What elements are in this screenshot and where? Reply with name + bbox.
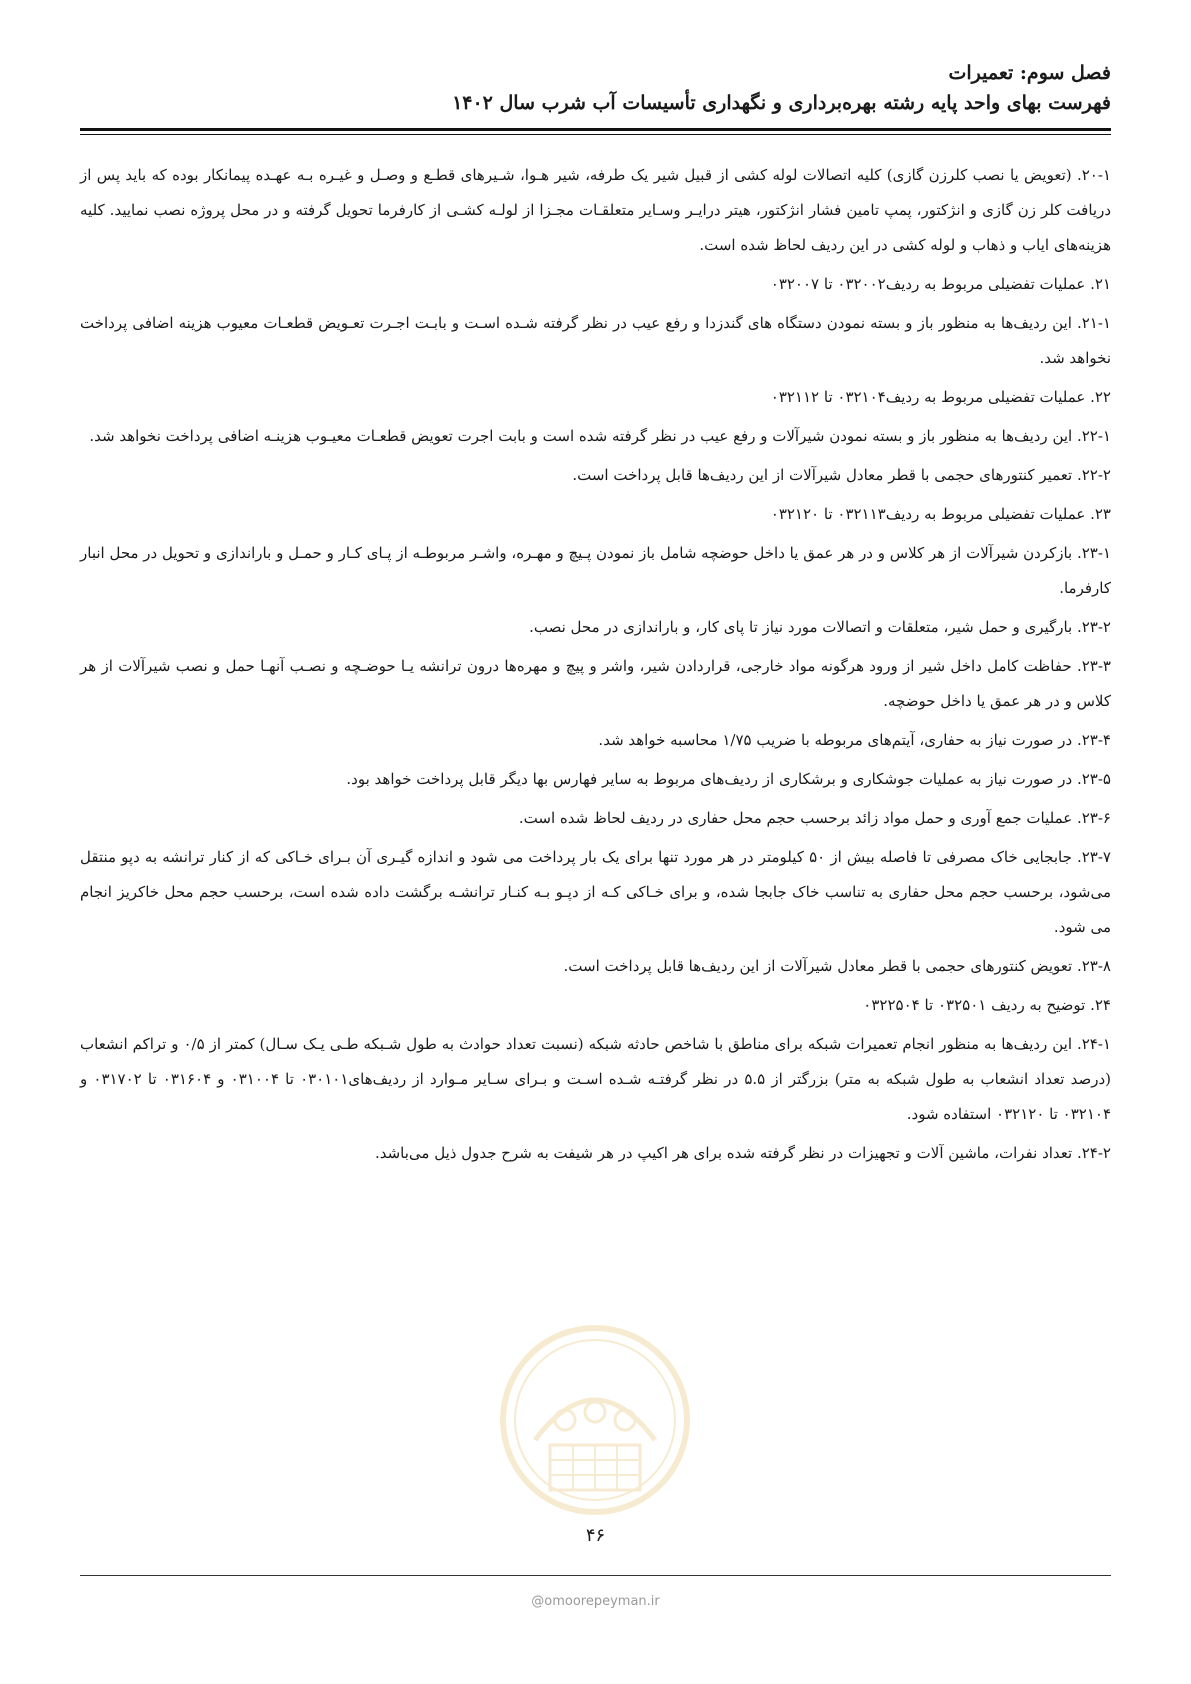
- paragraph-23-6: ۲۳-۶. عملیات جمع آوری و حمل مواد زائد برحسب حجم محل حفاری در ردیف لحاظ شده است.: [518, 809, 1111, 827]
- paragraph-22: ۲۲. عملیات تفضیلی مربوط به ردیف۰۳۲۱۰۴ تا ۰۳۲۱۱۲: [770, 388, 1111, 406]
- paragraph-23-2: ۲۳-۲. بارگیری و حمل شیر، متعلقات و اتصالات مورد نیاز تا پای کار، و باراندازی در محل نصب.: [529, 618, 1111, 636]
- chapter-title: فصل سوم: تعمیرات: [948, 62, 1111, 84]
- body-text: [80, 158, 1111, 1175]
- paragraph-24-2: ۲۴-۲. تعداد نفرات، ماشین آلات و تجهیزات در نظر گرفته شده برای هر اکیپ در هر شیفت به شرح جدول ذیل می‌باشد.: [374, 1144, 1111, 1162]
- paragraph-23-5: ۲۳-۵. در صورت نیاز به عملیات جوشکاری و برشکاری از ردیف‌های مربوط به سایر فهارس بها دیگر قابل پرداخت خواهد بود.: [346, 770, 1111, 788]
- page-number: ۴۶: [585, 1525, 606, 1546]
- footer-website[interactable]: @omoorepeyman.ir: [531, 1594, 660, 1609]
- paragraph-22-2: ۲۲-۲. تعمیر کنتورهای حجمی با قطر معادل شیرآلات از این ردیف‌ها قابل پرداخت است.: [572, 466, 1111, 484]
- footer-divider: [80, 1575, 1111, 1576]
- paragraph-23-4: ۲۳-۴. در صورت نیاز به حفاری، آیتم‌های مربوطه با ضریب ۱/۷۵ محاسبه خواهد شد.: [598, 731, 1111, 749]
- paragraph-21-1: ۲۱-۱. این ردیف‌ها به منظور باز و بسته نمودن دستگاه های گندزدا و رفع عیب در نظر گرفته شـده اسـت و بابـت اجـرت تعـویض قطعـات معیوب هزینه اضافی پرداخت نخواهد شد.: [80, 314, 1111, 367]
- paragraph-24-1: ۲۴-۱. این ردیف‌ها به منظور انجام تعمیرات شبکه برای مناطق با شاخص حادثه شبکه (نسبت تعداد حوادث به طول شـبکه طـی یـک سـال) کمتر از ۰/۵ و تراکم انشعاب (درصد تعداد انشعاب به طول شبکه به متر) بزرگتر از ۵.۵ در نظر گرفتـه شـده اسـت و بـرای سـایر مـوارد از ردیف‌های۰۳۰۱۰۱ تا ۰۳۱۰۰۴ و ۰۳۱۶۰۴ تا ۰۳۱۷۰۲ و ۰۳۲۱۰۴ تا ۰۳۲۱۲۰ استفاده شود.: [80, 1035, 1112, 1123]
- paragraph-23-8: ۲۳-۸. تعویض کنتورهای حجمی با قطر معادل شیرآلات از این ردیف‌ها قابل پرداخت است.: [563, 957, 1111, 975]
- paragraph-24: ۲۴. توضیح به ردیف ۰۳۲۵۰۱ تا ۰۳۲۲۵۰۴: [863, 996, 1111, 1014]
- document-subtitle: فهرست بهای واحد پایه رشته بهره‌برداری و نگهداری تأسیسات آب شرب سال ۱۴۰۲: [452, 92, 1111, 114]
- paragraph-21: ۲۱. عملیات تفضیلی مربوط به ردیف۰۳۲۰۰۲ تا ۰۳۲۰۰۷: [770, 275, 1111, 293]
- paragraph-20-1: ۲۰-۱. (تعویض یا نصب کلرزن گازی) کلیه اتصالات لوله کشی از قبیل شیر یک طرفه، شیر هـوا، شـیرهای قطـع و وصـل و غیـره بـه عهـده پیمانکار بوده که باید پس از دریافت کلر زن گازی و انژکتور، پمپ تامین فشار انژکتور، هیتر درایـر وسـایر متعلقـات مجـزا از لولـه کشـی از کارفرما تحویل گرفته و در محل پروژه نصب نمایید. کلیه هزینه‌های ایاب و ذهاب و لوله کشی در این ردیف لحاظ شده است.: [80, 166, 1111, 254]
- header-divider-thick: [80, 128, 1111, 131]
- page-header: [80, 58, 1111, 118]
- paragraph-23: ۲۳. عملیات تفضیلی مربوط به ردیف۰۳۲۱۱۳ تا ۰۳۲۱۲۰: [770, 505, 1111, 523]
- paragraph-23-7: ۲۳-۷. جابجایی خاک مصرفی تا فاصله بیش از ۵۰ کیلومتر در هر مورد تنها برای یک بار پرداخت می شود و اندازه گیـری آن بـرای خـاکی که از کنار ترانشه به دپو منتقل می‌شود، برحسب حجم محل حفاری به تناسب خاک جابجا شده، و برای خـاکی کـه از دپـو بـه کنـار ترانشـه برگشت داده شده است، برحسب حجم محل خاکریز انجام می شود.: [80, 848, 1111, 936]
- seal-logo-icon: [495, 1320, 695, 1520]
- header-divider-thin: [80, 134, 1111, 135]
- paragraph-23-1: ۲۳-۱. بازکردن شیرآلات از هر کلاس و در هر عمق یا داخل حوضچه شامل باز نمودن پـیچ و مهـره، واشـر مربوطـه از پـای کـار و حمـل و باراندازی و تحویل در محل انبار کارفرما.: [80, 544, 1111, 597]
- paragraph-23-3: ۲۳-۳. حفاظت کامل داخل شیر از ورود هرگونه مواد خارجی، قراردادن شیر، واشر و پیچ و مهره‌ها درون ترانشه یـا حوضـچه و نصـب آنهـا حمل و نصب شیرآلات از هر کلاس و در هر عمق یا داخل حوضچه.: [80, 657, 1111, 710]
- paragraph-22-1: ۲۲-۱. این ردیف‌ها به منظور باز و بسته نمودن شیرآلات و رفع عیب در نظر گرفته شده است و بابت اجرت تعویض قطعـات معیـوب هزینـه اضافی پرداخت نخواهد شد.: [89, 427, 1111, 445]
